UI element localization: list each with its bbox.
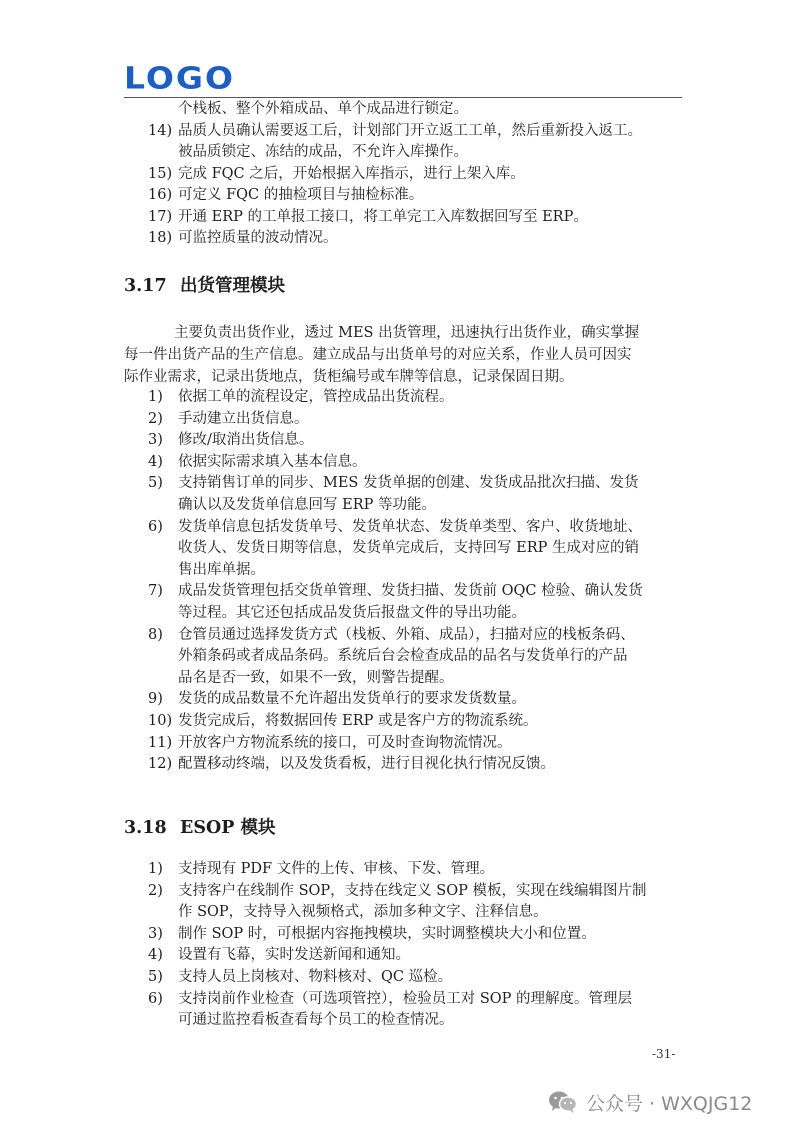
list-item-text: 确认以及发货单信息回写 ERP 等功能。 <box>178 497 436 513</box>
list-item-number: 5) <box>148 475 163 492</box>
list-item-number: 12) <box>148 756 173 773</box>
list-item-text: 配置移动终端，以及发货看板，进行目视化执行情况反馈。 <box>178 756 555 773</box>
section-title: 出货管理模块 <box>180 276 285 296</box>
list-item-text: 依据实际需求填入基本信息。 <box>178 453 367 470</box>
list-item-text: 完成 FQC 之后，开始根据入库指示，进行上架入库。 <box>178 165 525 182</box>
list-item-text: 成品发货管理包括交货单管理、发货扫描、发货前 OQC 检验、确认发货 <box>178 583 643 600</box>
wechat-icon <box>548 1090 578 1114</box>
list-item-number: 8) <box>148 626 163 643</box>
list-item-text: 仓管员通过选择发货方式（栈板、外箱、成品），扫描对应的栈板条码、 <box>178 626 635 643</box>
list-item-number: 4) <box>148 453 163 470</box>
list-item-number: 10) <box>148 713 173 729</box>
page-number: -31- <box>652 1047 676 1061</box>
section-number: 3.18 <box>124 818 167 838</box>
watermark <box>548 1088 752 1116</box>
paragraph-line: 主要负责出货作业，透过 MES 出货管理，迅速执行出货作业，确实掌握 <box>174 325 640 341</box>
list-item-text: 制作 SOP 时，可根据内容拖拽模块，实时调整模块大小和位置。 <box>178 925 596 942</box>
list-item-text: 个栈板、整个外箱成品、单个成品进行锁定。 <box>178 101 468 117</box>
list-item-number: 9) <box>148 691 163 708</box>
list-item-text: 手动建立出货信息。 <box>178 410 309 427</box>
list-item-number: 11) <box>148 734 173 751</box>
list-item-number: 5) <box>148 969 163 985</box>
list-item-number: 6) <box>148 518 163 535</box>
list-item-text: 开放客户方物流系统的接口，可及时查询物流情况。 <box>178 734 512 751</box>
list-item-number: 3) <box>148 432 163 449</box>
list-item-text: 品质人员确认需要返工后，计划部门开立返工工单，然后重新投入返工。 <box>178 122 642 139</box>
list-item-text: 收货人、发货日期等信息，发货单完成后，支持回写 ERP 生成对应的销 <box>178 540 639 557</box>
list-item-text: 等过程。其它还包括成品发货后报盘文件的导出功能。 <box>178 605 526 621</box>
paragraph-line: 每一件出货产品的生产信息。建立成品与出货单号的对应关系，作业人员可因实 <box>124 347 632 363</box>
list-item-text: 支持现有 PDF 文件的上传、审核、下发、管理。 <box>178 861 495 877</box>
list-item-text: 可监控质量的波动情况。 <box>178 230 338 246</box>
list-item-text: 支持客户在线制作 SOP，支持在线定义 SOP 模板，实现在线编辑图片制 <box>178 882 647 899</box>
list-item-text: 支持销售订单的同步、MES 发货单据的创建、发货成品批次扫描、发货 <box>178 475 639 492</box>
list-item-number: 7) <box>148 583 163 600</box>
list-item-text: 可定义 FQC 的抽检项目与抽检标准。 <box>178 187 424 203</box>
list-item-number: 1) <box>148 389 163 405</box>
list-item-text: 可通过监控看板查看每个员工的检查情况。 <box>178 1012 454 1029</box>
list-item-text: 开通 ERP 的工单报工接口，将工单完工入库数据回写至 ERP。 <box>178 208 588 225</box>
list-item-text: 发货单信息包括发货单号、发货单状态、发货单类型、客户、收货地址、 <box>178 518 642 535</box>
list-item-text: 设置有飞幕，实时发送新闻和通知。 <box>178 947 410 964</box>
list-item-text: 发货完成后，将数据回传 ERP 或是客户方的物流系统。 <box>178 713 538 729</box>
list-item-text: 外箱条码或者成品条码。系统后台会检查成品的品名与发货单行的产品 <box>178 648 628 665</box>
list-item-number: 4) <box>148 947 163 964</box>
watermark-text: 公众号 · WXQJG12 <box>586 1092 753 1115</box>
list-item-number: 3) <box>148 925 163 942</box>
list-item-number: 6) <box>148 990 163 1007</box>
section-heading-3-17 <box>124 274 285 298</box>
list-item-text: 支持岗前作业检查（可选项管控），检验员工对 SOP 的理解度。管理层 <box>178 990 633 1007</box>
list-item-number: 17) <box>148 208 173 225</box>
list-item-text: 支持人员上岗核对、物料核对、QC 巡检。 <box>178 969 453 985</box>
logo: LOGO <box>124 60 236 97</box>
section-number: 3.17 <box>124 276 167 296</box>
section-heading-3-18 <box>124 816 275 840</box>
list-item-number: 18) <box>148 230 173 246</box>
list-item-text: 被品质锁定、冻结的成品，不允许入库操作。 <box>178 144 468 160</box>
list-item-text: 售出库单据。 <box>178 561 265 578</box>
list-item-text: 修改/取消出货信息。 <box>178 432 314 449</box>
list-item-number: 1) <box>148 861 163 877</box>
list-item-text: 依据工单的流程设定，管控成品出货流程。 <box>178 389 454 405</box>
list-item-text: 发货的成品数量不允许超出发货单行的要求发货数量。 <box>178 691 526 708</box>
paragraph-line: 际作业需求，记录出货地点，货柜编号或车牌等信息，记录保固日期。 <box>124 369 574 385</box>
section-title: ESOP 模块 <box>180 818 276 838</box>
list-item-number: 16) <box>148 187 173 203</box>
list-item-number: 15) <box>148 165 173 182</box>
header-divider <box>124 97 682 98</box>
list-item-number: 14) <box>148 122 173 139</box>
list-item-text: 作 SOP，支持导入视频格式，添加多种文字、注释信息。 <box>178 904 548 921</box>
list-item-number: 2) <box>148 882 163 899</box>
list-item-number: 2) <box>148 410 163 427</box>
list-item-text: 品名是否一致，如果不一致，则警告提醒。 <box>178 669 454 686</box>
